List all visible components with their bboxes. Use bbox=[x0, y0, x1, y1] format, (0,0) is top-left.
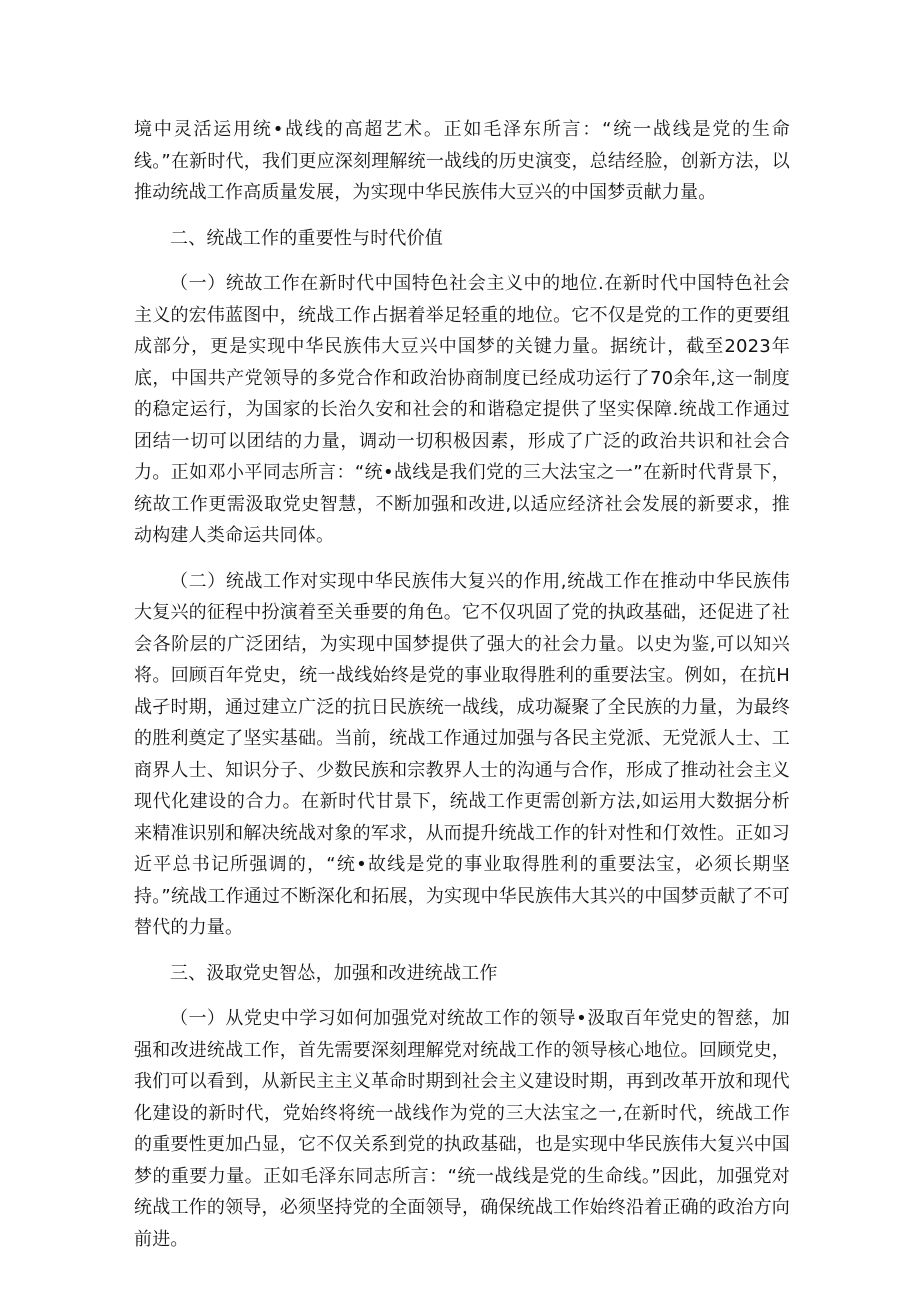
document-body bbox=[134, 114, 790, 1269]
section-three-heading: 三、汲取党史智怂，加强和改进统战工作 bbox=[170, 962, 498, 984]
section-two-paragraph-1: （一）统故工作在新时代中国特色社会主义中的地位.在新时代中国特色社会主义的宏伟蓝图中，统战工作占据着举足轻重的地位。它不仅是党的工作的更要组成部分，更是实现中华民族伟大豆兴中国梦的关键力量。据统计，截至2023年底，中国共产党领导的多党合作和政治协商制度已经成功运行了70余年,这一制度的稳定运行，为国家的长治久安和社会的和谐稳定提供了坚实保障.统战工作通过团结一切可以团结的力量，调动一切积极因素，形成了广泛的政治共识和社会合力。正如邓小平同志所言：“统•战线是我们党的三大法宝之一”在新时代背景下，统故工作更需汲取党史智慧，不断加强和改进,以适应经济社会发展的新要求，推动构建人类命运共同体。 bbox=[134, 273, 790, 546]
section-two-heading: 二、统战工作的重要性与时代价值 bbox=[170, 227, 443, 249]
section-three-paragraph-1: （一）从党史中学习如何加强党对统故工作的领导•汲取百年党史的智慈，加强和改进统战工作，首先需要深刻理解党对统战工作的领导核心地位。回顾党史，我们可以看到，从新民主主义革命时期到社会主义建设时期，再到改革开放和现代化建设的新时代，党始终将统一战线作为党的三大法宝之一,在新时代，统战工作的重要性更加凸显，它不仅关系到党的执政基础，也是实现中华民族伟大复兴中国梦的重要力量。正如毛泽东同志所言：“统一战线是党的生命线。”因此，加强党对统战工作的领导，必须坚持党的全面领导，确保统战工作始终沿着正确的政治方向前进。 bbox=[134, 1008, 790, 1250]
section-two-paragraph-2: （二）统战工作对实现中华民族伟大复兴的作用,统战工作在推动中华民族伟大复兴的征程中扮演着至关垂要的角色。它不仅巩固了党的执政基础，还促进了社会各阶层的广泛团结，为实现中国梦提供了强大的社会力量。以史为鉴,可以知兴将。回顾百年党史，统一战线始终是党的事业取得胜利的重要法宝。例如，在抗H战孑时期，通过建立广泛的抗日民族统一战线，成功凝聚了全民族的力量，为最终的胜利奠定了坚实基础。当前，统战工作通过加强与各民主党派、无党派人士、工商界人士、知识分子、少数民族和宗教界人士的沟通与合作，形成了推动社会主义现代化建设的合力。在新时代甘景下，统战工作更需创新方法,如运用大数据分析来精准识别和解决统战对象的军求，从而提升统战工作的针对性和仃效性。正如习近平总书记所强调的，“统•故线是党的事业取得胜利的重要法宝，必须长期坚持。”统战工作通过不断深化和拓展，为实现中华民族伟大其兴的中国梦贡献了不可替代的力量。 bbox=[134, 570, 790, 938]
intro-paragraph: 境中灵活运用统•战线的高超艺术。正如毛泽东所言：“统一战线是党的生命线。”在新时代，我们更应深刻理解统一战线的历史演变，总结经脸，创新方法，以推动统战工作高质量发展，为实现中华民族伟大豆兴的中国梦贡献力量。 bbox=[134, 119, 790, 203]
